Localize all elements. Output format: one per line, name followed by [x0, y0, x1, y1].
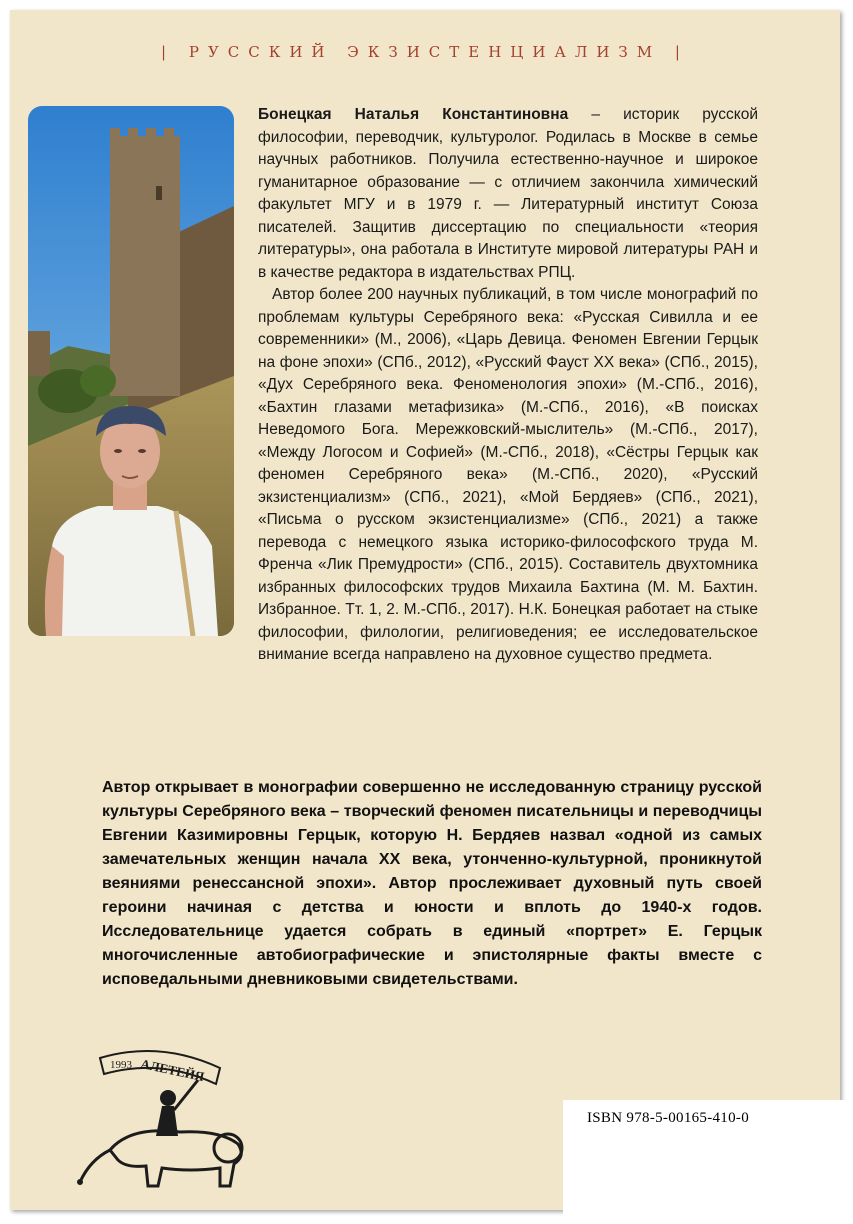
publisher-logo-name: АЛЕТЕЙЯ: [139, 1056, 206, 1085]
biography-paragraph-2: Автор более 200 научных публикаций, в том числе монографий по проблемам культуры Серебряного века: «Русская Сивилла и ее современники» (М., 2006), «Царь Девица. Феномен Евгении Герцык на фоне эпохи» (СПб., 2012), «Русский Фауст XX века» (СПб., 2015), «Дух Серебряного века. Феноменология эпохи» (М.-СПб., 2016), «Бахтин глазами метафизика» (М.-СПб., 2016), «В поисках Неведомого Бога. Мережковский-мыслитель» (М.-СПб., 2017), «Между Логосом и Софией» (М.-СПб., 2018), «Сёстры Герцык как феномен Серебряного века» (М.-СПб., 2020), «Русский экзистенциализм» (СПб., 2021), «Мой Бердяев» (СПб., 2021), «Письма о русском экзистенциализме» (СПб., 2021) а также перевода с немецкого языка историко-философского труда М. Френча «Лик Премудрости» (СПб., 2015). Составитель двухтомника избранных философских трудов Михаила Бахтина (М. М. Бахтин. Избранное. Тт. 1, 2. М.-СПб., 2017). Н.К. Бонецкая работает на стыке философии, филологии, религиоведения; ее исследовательское внимание всегда направлено на духовное существо предмета.: [258, 286, 758, 663]
publisher-logo: [70, 1040, 260, 1190]
series-title: | РУССКИЙ ЭКЗИСТЕНЦИАЛИЗМ |: [161, 43, 689, 61]
author-biography: [258, 104, 758, 667]
author-photo: [28, 106, 234, 636]
book-back-cover: [10, 10, 840, 1210]
isbn-barcode-area: [563, 1100, 851, 1224]
book-abstract: Автор открывает в монографии совершенно не исследованную страницу русской культуры Серебряного века – творческий феномен писательницы и переводчицы Евгении Казимировны Герцык, которую Н. Бердяев назвал «одной из самых замечательных женщин начала XX века, утонченно-культурной, проникнутой веяниями ренессансной эпохи». Автор прослеживает духовный путь своей героини начиная с детства и юности и вплоть до 1940-х годов. Исследовательнице удается собрать в единый «портрет» Е. Герцык многочисленные автобиографические и эпистолярные факты вместе с исповедальными дневниковыми свидетельствами.: [102, 779, 762, 988]
publisher-logo-year: 1993: [110, 1059, 132, 1071]
biography-paragraph-1: – историк русской философии, переводчик, культуролог. Родилась в Москве в семье научных работников. Получила естественно-научное и широкое гуманитарное образование — с отличием закончила химический факультет МГУ и в 1979 г. — Литературный институт Союза писателей. Защитив диссертацию по специальности «теория литературы», она работала в Институте мировой литературы РАН и в качестве редактора в издательствах РПЦ.: [258, 106, 758, 281]
isbn-number: ISBN 978-5-00165-410-0: [587, 1110, 750, 1126]
author-name: Бонецкая Наталья Константиновна: [258, 106, 569, 123]
